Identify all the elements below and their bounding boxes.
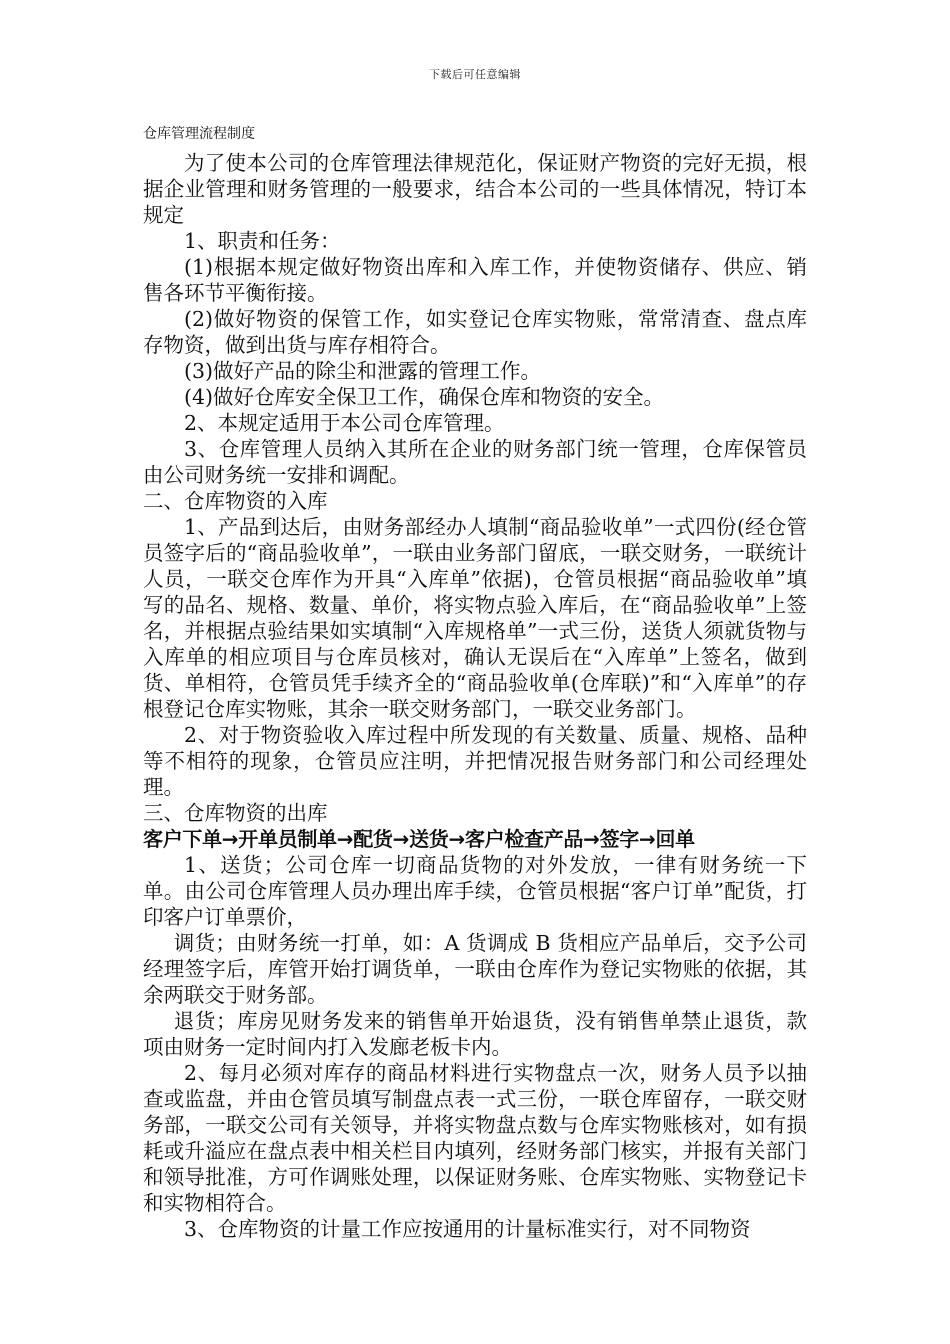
page-header-note: 下载后可任意编辑 xyxy=(429,68,521,81)
part2-paragraph-1: 1、产品到达后，由财务部经办人填制“商品验收单”一式四份(经仓管员签字后的“商品验收单”，一联由业务部门留底，一联交财务，一联统计人员，一联交仓库作为开具“入库单”依据)，仓管员根据“商品验收单”填写的品名、规格、数量、单价，将实物点验入库后，在“商品验收单”上签名，并根据点验结果如实填制“入库规格单”一式三份，送货人须就货物与入库单的相应项目与仓库员核对，确认无误后在“入库单”上签名，做到货、单相符，仓管员凭手续齐全的“商品验收单(仓库联)”和“入库单”的存根登记仓库实物账，其余一联交财务部门，一联交业务部门。 xyxy=(143,515,807,721)
part2-heading: 二、仓库物资的入库 xyxy=(143,489,328,513)
part2-paragraph-2: 2、对于物资验收入库过程中所发现的有关数量、质量、规格、品种等不相符的现象，仓管员应注明，并把情况报告财务部门和公司经理处理。 xyxy=(143,723,807,799)
part3-paragraph-3: 3、仓库物资的计量工作应按通用的计量标准实行，对不同物资 xyxy=(184,1217,751,1241)
section1-item-1: (1)根据本规定做好物资出库和入库工作，并使物资储存、供应、销售各环节平衡衔接。 xyxy=(143,255,807,305)
part3-paragraph-1: 1、送货；公司仓库一切商品货物的对外发放，一律有财务统一下单。由公司仓库管理人员办理出库手续，仓管员根据“客户订单”配货，打印客户订单票价， xyxy=(143,853,807,929)
part3-flow-line: 客户下单→开单员制单→配货→送货→客户检查产品→签字→回单 xyxy=(143,827,695,851)
part3-return-paragraph: 退货；库房见财务发来的销售单开始退货，没有销售单禁止退货，款项由财务一定时间内打入发廊老板卡内。 xyxy=(143,1009,807,1059)
section1-heading: 1、职责和任务： xyxy=(184,229,341,253)
section2-paragraph: 2、本规定适用于本公司仓库管理。 xyxy=(184,411,505,435)
section3-paragraph: 3、仓库管理人员纳入其所在企业的财务部门统一管理，仓库保管员由公司财务统一安排和调配。 xyxy=(143,437,807,487)
document-title: 仓库管理流程制度 xyxy=(143,126,255,142)
document-body xyxy=(143,124,807,1242)
section1-item-4: (4)做好仓库安全保卫工作，确保仓库和物资的安全。 xyxy=(184,385,665,409)
section1-item-2: (2)做好物资的保管工作，如实登记仓库实物账，常常清查、盘点库存物资，做到出货与库存相符合。 xyxy=(143,307,807,357)
intro-paragraph: 为了使本公司的仓库管理法律规范化，保证财产物资的完好无损，根据企业管理和财务管理的一般要求，结合本公司的一些具体情况，特订本规定 xyxy=(143,151,807,227)
part3-heading: 三、仓库物资的出库 xyxy=(143,801,328,825)
section1-item-3: (3)做好产品的除尘和泄露的管理工作。 xyxy=(184,359,542,383)
part3-transfer-paragraph: 调货；由财务统一打单，如：A 货调成 B 货相应产品单后，交予公司经理签字后，库管开始打调货单，一联由仓库作为登记实物账的依据，其余两联交于财务部。 xyxy=(143,931,807,1007)
part3-paragraph-2: 2、每月必须对库存的商品材料进行实物盘点一次，财务人员予以抽查或监盘，并由仓管员填写制盘点表一式三份，一联仓库留存，一联交财务部，一联交公司有关领导，并将实物盘点数与仓库实物账核对，如有损耗或升溢应在盘点表中相关栏目内填列，经财务部门核实，并报有关部门和领导批准，方可作调账处理，以保证财务账、仓库实物账、实物登记卡和实物相符合。 xyxy=(143,1061,807,1215)
